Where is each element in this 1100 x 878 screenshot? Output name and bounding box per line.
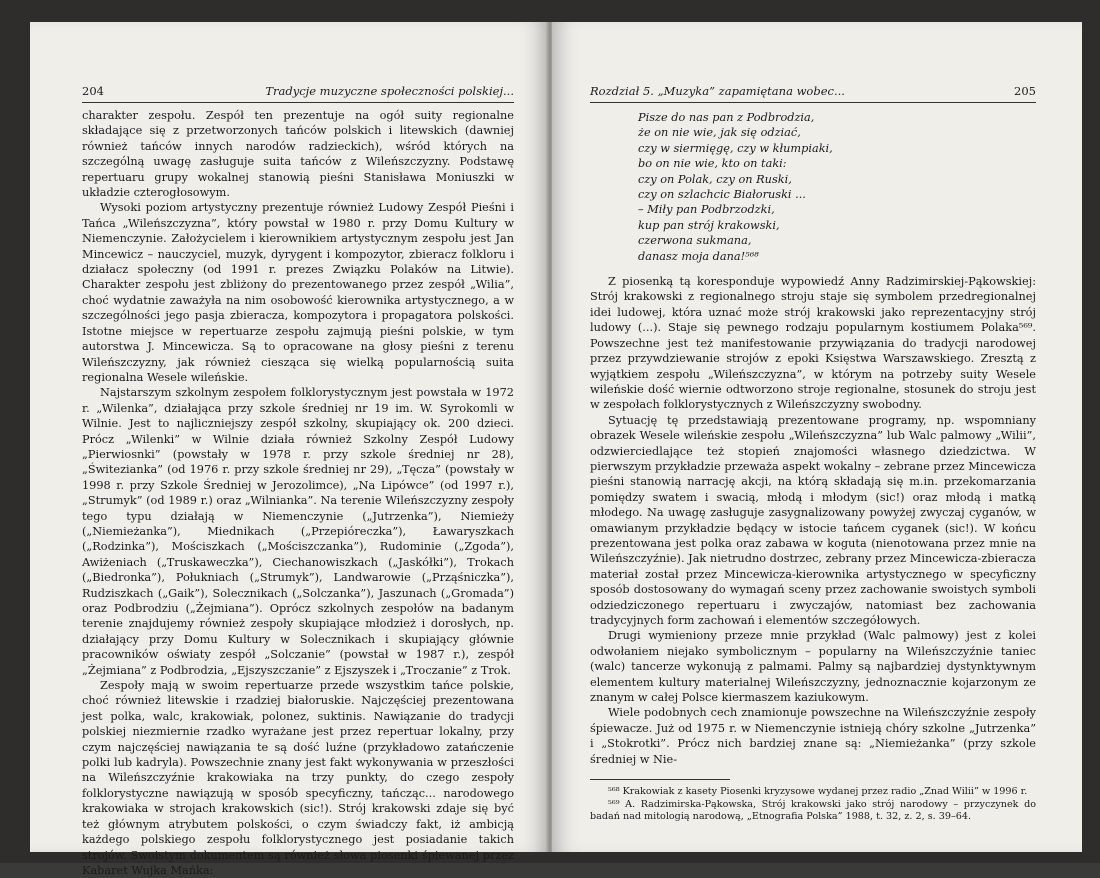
paragraph: Drugi wymieniony przeze mnie przykład (Walc palmowy) jest z kolei odwołaniem niejako symbolicznym – popularny na Wileńszczyźnie taniec (walc) tancerze wykonują z palmami. Palmy są najbardziej dystynktywnym elementem kultury materialnej Wileńszczyzny, jednoznacznie kojarzonym ze znanym w całej Polsce kiermaszem kaziukowym. [590, 629, 1036, 705]
header-rule [590, 102, 1036, 103]
paragraph: Zespoły mają w swoim repertuarze przede wszystkim tańce polskie, choć również litewskie i rzadziej białoruskie. Najczęściej prezentowana jest polka, walc, krakowiak, polonez, suktinis. Nawiązanie do tradycji polskiej niezmiernie rzadko wyrażane jest przez repertuar lokalny, przy czym najczęściej nawiązania te są dość luźne (przykładowo zatańczenie polki lub kadryla). Powszechnie znany jest fakt wykonywania w przeszłości na Wileńszczyźnie krakowiaka na trzy punkty, do czego zespoły folklorystyczne nawiązują w sposób specyficzny, tańcząc... narodowego krakowiaka w strojach krakowskich (sic!). Strój krakowski zdaje się być też głównym atrybutem polskości, o czym świadczy fakt, iż ambicją każdego polskiego zespołu folklorystycznego jest posiadanie takich strojów. Swoistym dokumentem są również słowa piosenki śpiewanej przez Kabaret Wujka Mańka: [82, 679, 514, 877]
lyric-line: – Miły pan Podbrzodzki, [638, 203, 775, 217]
lyric-line: danasz moja dana!⁵⁶⁸ [638, 249, 759, 263]
footnote-rule [590, 779, 730, 780]
lyric-line: czy on Polak, czy on Ruski, [638, 172, 792, 186]
lyric-line: czy on szlachcic Białoruski ... [638, 188, 806, 202]
right-page [552, 22, 1082, 852]
right-page-body [590, 108, 1036, 824]
left-page-body [82, 108, 514, 878]
paragraph: Wysoki poziom artystyczny prezentuje również Ludowy Zespół Pieśni i Tańca „Wileńszczyzna”, który powstał w 1980 r. przy Domu Kultury w Niemenczynie. Założycielem i kierownikiem artystycznym zespołu jest Jan Mincewicz – nauczyciel, muzyk, dyrygent i kompozytor, zbieracz folkloru i działacz społeczny (od 1991 r. prezes Związku Polaków na Litwie). Charakter zespołu jest zbliżony do prezentowanego przez zespół „Wilia”, choć wydatnie zaważyła na nim osobowość kierownika artystycznego, a w szczególności jego pasja zbieracza, kompozytora i propagatora polskości. Istotne miejsce w repertuarze zespołu zajmują pieśni polskie, w tym autorstwa J. Mincewicza. Są to opracowane na głosy pieśni z terenu Wileńszczyzny, jak również ciesząca się wielką popularnością suita regionalna Wesele wileńskie. [82, 201, 514, 384]
lyric-line: kup pan strój krakowski, [638, 218, 780, 232]
paragraph: Sytuację tę przedstawiają prezentowane programy, np. wspomniany obrazek Wesele wileńskie zespołu „Wileńszczyzna” lub Walc palmowy „Wilii”, odzwierciedlające też stopień znajomości własnego dziedzictwa. W pierwszym przykładzie przeważa aspekt wokalny – zebrane przez Mincewicza pieśni stanowią narrację akcji, na którą składają się m.in. przekomarzania pomiędzy swatem i swacią, młodą i młodym (sic!) oraz młodą i matką młodego. Na uwagę zasługuje zasygnalizowany powyżej zwyczaj cyganów, w omawianym przykładzie będący w istocie tańcem cyganek (sic!). W końcu prezentowana jest polka oraz zabawa w koguta (nienotowana przez mnie na Wileńszczyźnie). Jak nietrudno dostrzec, zebrany przez Mincewicza-zbieracza materiał został przez Mincewicza-kierownika artystycznego w specyficzny sposób dostosowany do wymagań sceny przez zachowanie swoistych symboli odziedziczonego repertuaru i zwyczajów, natomiast bez zachowania tradycyjnych form zachowań i elementów szczegółowych. [590, 413, 1036, 627]
left-page [30, 22, 548, 877]
running-title: Tradycje muzyczne społeczności polskiej... [265, 84, 514, 98]
footnote: ⁵⁶⁹ A. Radzimirska-Pąkowska, Strój krakowski jako strój narodowy – przyczynek do badań nad mitologią narodową, „Etnografia Polska” 1988, t. 32, z. 2, s. 39–64. [590, 798, 1036, 823]
paragraph: Najstarszym szkolnym zespołem folklorystycznym jest powstała w 1972 r. „Wilenka”, działająca przy szkole średniej nr 19 im. W. Syrokomli w Wilnie. Jest to najliczniejszy zespół szkolny, skupiający ok. 200 dzieci. Prócz „Wilenki” w Wilnie działa również Szkolny Zespół Ludowy „Pierwiosnki” (powstały w 1978 r. przy szkole średniej nr 28), „Świtezianka” (od 1976 r. przy szkole średniej nr 29), „Tęcza” (powstały w 1998 r. przy Szkole Średniej w Jerozolimce), „Na Lipówce” (od 1997 r.), „Strumyk” (od 1989 r.) oraz „Wilnianka”. Na terenie Wileńszczyzny zespoły tego typu działają w Niemenczynie („Jutrzenka”), Niemieży („Niemieżanka”), Miednikach („Przepióreczka”), Ławaryszkach („Rodzinka”), Mościszkach („Mościszczanka”), Rudominie („Zgoda”), Awiżeniach („Truskaweczka”), Ciechanowiszkach („Jaskółki”), Trokach („Biedronka”), Połukniach („Strumyk”), Landwarowie („Prząśniczka”), Rudziszkach („Gaik”), Solecznikach („Solczanka”), Jaszunach („Gromada”) oraz Podbrodziu („Żejmiana”). Oprócz szkolnych zespołów na badanym terenie znajdujemy również zespoły skupiające młodzież i dorosłych, np. działający przy Domu Kultury w Solecznikach i skupiający głównie pracowników oświaty zespół „Solczanie” (powstał w 1987 r.), zespół „Żejmiana” z Podbrodzia, „Ejszyszczanie” z Ejszyszek i „Troczanie” z Trok. [82, 386, 514, 677]
paragraph: Z piosenką tą koresponduje wypowiedź Anny Radzimirskiej-Pąkowskiej: Strój krakowski z regionalnego stroju staje się symbolem przedregionalnej idei ludowej, która uznać może strój krakowski jako reprezentacyjny strój ludowy (...). Staje się pewnego rodzaju popularnym kostiumem Polaka⁵⁶⁹. Powszechne jest też manifestowanie przywiązania do tradycji narodowej przez przywdziewanie strojów z epoki Księstwa Warszawskiego. Zresztą z wyjątkiem zespołu „Wileńszczyzna”, w którym na potrzeby suity Wesele wileńskie dość wiernie odtworzono stroje regionalne, stosunek do stroju jest w zespołach folklorystycznych z Wileńszczyzny swobodny. [590, 275, 1036, 412]
lyric-line: bo on nie wie, kto on taki: [638, 157, 787, 171]
lyric-line: czerwona sukmana, [638, 234, 752, 248]
paragraph: charakter zespołu. Zespół ten prezentuje na ogół suity regionalne składające się z przetworzonych tańców polskich i litewskich (dawniej również tańców innych narodów radzieckich), wśród których na szczególną uwagę zasługuje suita tańców z Wileńszczyzny. Podstawę repertuaru grupy wokalnej stanowią pieśni Stanisława Moniuszki w układzie czterogłosowym. [82, 109, 514, 200]
page-number: 204 [82, 84, 104, 98]
running-title: Rozdział 5. „Muzyka” zapamiętana wobec... [590, 84, 845, 98]
paragraph: Wiele podobnych cech znamionuje powszechne na Wileńszczyźnie zespoły śpiewacze. Już od 1975 r. w Niemenczynie istnieją chóry szkolne „Jutrzenka” i „Stokrotki”. Prócz nich bardziej znane są: „Niemieżanka” (przy szkole średniej w Nie- [590, 706, 1036, 766]
footnotes [590, 786, 1036, 824]
song-lyrics [638, 110, 1036, 264]
header-rule [82, 102, 514, 103]
lyric-line: czy w siermięgę, czy w kłumpiaki, [638, 141, 833, 155]
page-number: 205 [1014, 84, 1036, 98]
lyric-line: Pisze do nas pan z Podbrodzia, [638, 111, 815, 124]
footnote: ⁵⁶⁸ Krakowiak z kasety Piosenki kryzysowe wydanej przez radio „Znad Wilii” w 1996 r. [608, 786, 1028, 798]
lyric-line: że on nie wie, jak się odziać, [638, 126, 801, 140]
